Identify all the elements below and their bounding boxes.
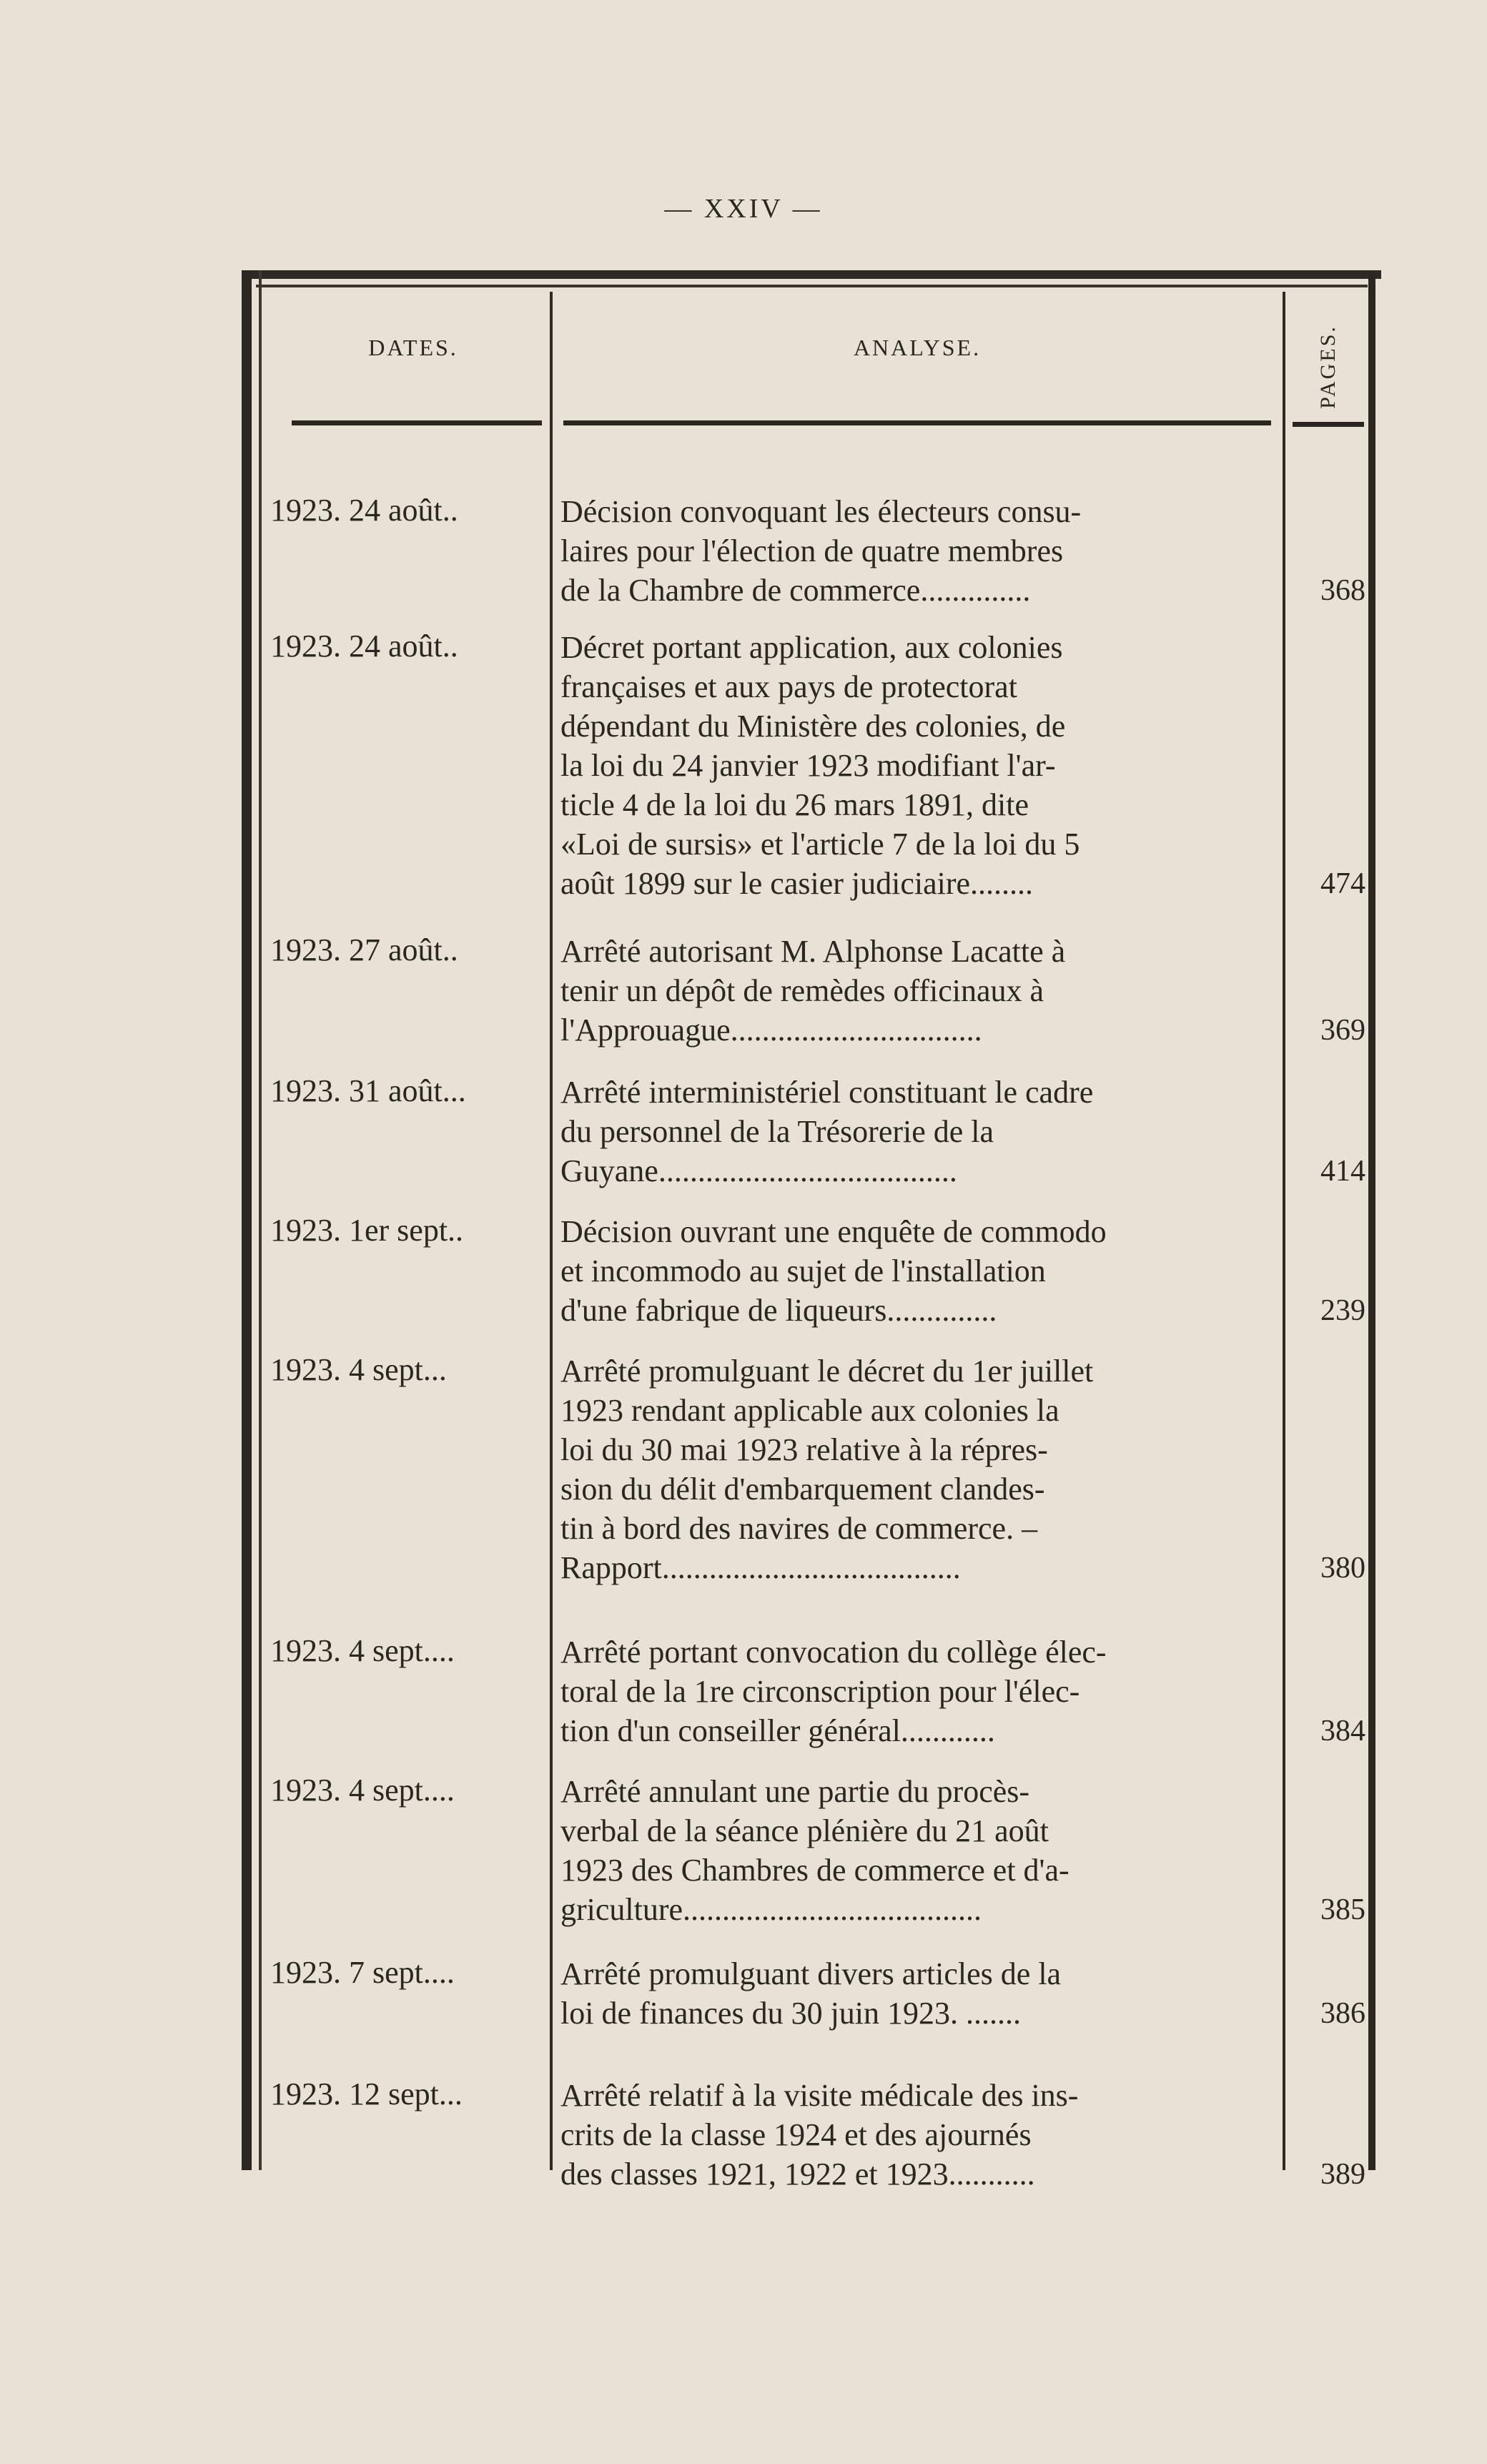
entry-analyse-line: l'Approuague................................ [560, 1012, 982, 1048]
entry-analyse-line: des classes 1921, 1922 et 1923........... [560, 2157, 1035, 2192]
entry-date: 1923. 1er sept.. [270, 1213, 464, 1248]
entry-analyse-line: dépendant du Ministère des colonies, de [560, 709, 1066, 744]
top-rule-thin [256, 285, 1368, 287]
entry-page-number: 385 [1320, 1893, 1365, 1926]
entry-analyse-line: Arrêté autorisant M. Alphonse Lacatte à [560, 934, 1066, 969]
entry-analyse [560, 1632, 1277, 1750]
entry-analyse-line: toral de la 1re circonscription pour l'élec- [560, 1674, 1080, 1709]
entry-analyse-line: Rapport...................................... [560, 1550, 961, 1585]
entry-analyse-line: Arrêté promulguant divers articles de la [560, 1956, 1062, 1991]
entry-page-number: 384 [1320, 1715, 1365, 1748]
entry-analyse-line: tenir un dépôt de remèdes officinaux à [560, 973, 1044, 1008]
entry-analyse-line: 1923 rendant applicable aux colonies la [560, 1393, 1059, 1428]
entry-date: 1923. 4 sept.... [270, 1773, 455, 1808]
entry-analyse-line: Décision ouvrant une enquête de commodo [560, 1214, 1107, 1249]
entry-analyse-line: et incommodo au sujet de l'installation [560, 1253, 1046, 1288]
entry-analyse-line: Arrêté portant convocation du collège élec- [560, 1635, 1107, 1670]
entry-date: 1923. 24 août.. [270, 629, 458, 664]
entry-page-number: 380 [1320, 1552, 1365, 1585]
index-table [242, 270, 1381, 2192]
entry-analyse-line: d'une fabrique de liqueurs.............. [560, 1293, 997, 1328]
entry-analyse-line: françaises et aux pays de protectorat [560, 669, 1017, 704]
entry-analyse-line: verbal de la séance plénière du 21 août [560, 1813, 1049, 1848]
entry-analyse-line: crits de la classe 1924 et des ajournés [560, 2117, 1032, 2152]
entry-page-number: 414 [1320, 1155, 1365, 1188]
entry-analyse [560, 1772, 1277, 1929]
entry-page-number: 368 [1320, 574, 1365, 607]
entry-analyse-line: tion d'un conseiller général............ [560, 1713, 995, 1748]
entry-date: 1923. 4 sept.... [270, 1633, 455, 1668]
entry-analyse-line: Décision convoquant les électeurs consu- [560, 494, 1082, 529]
entry-date: 1923. 12 sept... [270, 2076, 463, 2111]
entry-date: 1923. 4 sept... [270, 1352, 447, 1387]
entry-analyse-line: tin à bord des navires de commerce. – [560, 1511, 1038, 1546]
entry-page-number: 474 [1320, 867, 1365, 900]
entry-date: 1923. 31 août... [270, 1073, 466, 1108]
entry-analyse-line: Arrêté interministériel constituant le cadre [560, 1075, 1094, 1110]
entry-analyse [560, 932, 1277, 1050]
entry-analyse [560, 2076, 1277, 2194]
header-rule-pages [1293, 422, 1364, 427]
right-rule [1368, 270, 1375, 2170]
entry-analyse-line: sion du délit d'embarquement clandes- [560, 1472, 1045, 1507]
left-rule [242, 270, 252, 2170]
entry-page-number: 369 [1320, 1014, 1365, 1047]
entry-analyse [560, 1954, 1277, 2033]
entry-date: 1923. 27 août.. [270, 932, 458, 967]
column-separator-pages [1283, 292, 1285, 2170]
entry-page-number: 389 [1320, 2158, 1365, 2191]
column-header-dates: DATES. [368, 335, 458, 360]
entry-analyse-line: 1923 des Chambres de commerce et d'a- [560, 1853, 1069, 1888]
entry-analyse [560, 492, 1277, 610]
entry-analyse-line: Décret portant application, aux colonies [560, 630, 1063, 665]
entry-analyse-line: griculture...................................... [560, 1892, 982, 1927]
column-header-pages [1290, 299, 1367, 435]
left-rule-thin [259, 270, 262, 2170]
entry-analyse [560, 1212, 1277, 1330]
entry-analyse-line: loi de finances du 30 juin 1923. ....... [560, 1996, 1022, 2031]
entry-analyse-line: août 1899 sur le casier judiciaire........ [560, 866, 1034, 901]
entry-analyse-line: ticle 4 de la loi du 26 mars 1891, dite [560, 787, 1029, 822]
column-separator-dates [550, 292, 553, 2170]
entry-analyse [560, 1351, 1277, 1587]
entry-page-number: 239 [1320, 1294, 1365, 1327]
entry-analyse-line: Arrêté promulguant le décret du 1er juillet [560, 1354, 1094, 1389]
entry-analyse-line: «Loi de sursis» et l'article 7 de la loi du 5 [560, 827, 1080, 862]
entry-analyse [560, 1073, 1277, 1191]
entry-analyse-line: Arrêté annulant une partie du procès- [560, 1774, 1030, 1809]
entry-analyse-line: Arrêté relatif à la visite médicale des ins- [560, 2078, 1079, 2113]
entry-date: 1923. 24 août.. [270, 493, 458, 528]
entry-analyse-line: de la Chambre de commerce.............. [560, 573, 1031, 608]
header-rule-analyse [563, 420, 1271, 425]
entry-analyse-line: loi du 30 mai 1923 relative à la répres- [560, 1432, 1048, 1467]
top-rule [242, 270, 1381, 279]
entry-analyse-line: la loi du 24 janvier 1923 modifiant l'ar- [560, 748, 1056, 783]
page-header: — XXIV — [664, 194, 823, 224]
column-header-pages-label: PAGES. [1316, 325, 1340, 409]
entry-date: 1923. 7 sept.... [270, 1955, 455, 1990]
header-rule-dates [292, 420, 542, 425]
entry-analyse-line: Guyane...................................... [560, 1153, 957, 1188]
entry-analyse-line: laires pour l'élection de quatre membres [560, 533, 1064, 568]
entry-page-number: 386 [1320, 1997, 1365, 2030]
column-header-analyse: ANALYSE. [853, 335, 982, 360]
entry-analyse [560, 628, 1277, 903]
entry-analyse-line: du personnel de la Trésorerie de la [560, 1114, 994, 1149]
